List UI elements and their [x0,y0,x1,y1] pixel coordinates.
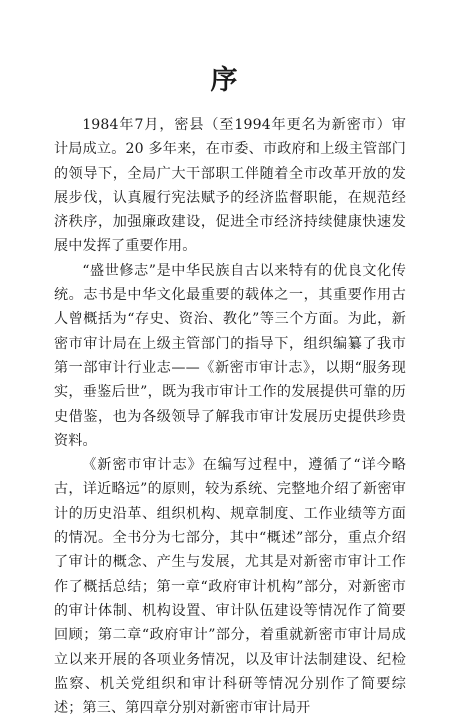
paragraph-3: 《新密市审计志》在编写过程中，遵循了“详今略古，详近略远”的原则，较为系统、完整地介绍了新密审计的历史沿革、组织机构、规章制度、工作业绩等方面的情况。全书分为七部分，其中“概述”部分，重点介绍了审计的概念、产生与发展，尤其是对新密市审计工作作了概括总结；第一章“政府审计机构”部分，对新密市的审计体制、机构设置、审计队伍建设等情况作了简要回顾；第二章“政府审计”部分，着重就新密市审计局成立以来开展的各项业务情况，以及审计法制建设、纪检监察、机关党组织和审计科研等情况分别作了简要综述；第三、第四章分别对新密市审计局开 [54,457,406,717]
document-body [54,113,406,720]
paragraph-2: “盛世修志”是中华民族自古以来特有的优良文化传统。志书是中华文化最重要的载体之一，其重要作用古人曾概括为“存史、资治、教化”等三个方面。为此，新密市审计局在上级主管部门的指导下，组织编纂了我市第一部审计行业志——《新密市审计志》，以期“服务现实，垂鉴后世”，既为我市审计工作的发展提供可靠的历史借鉴，也为各级领导了解我市审计发展历史提供珍贵资料。 [54,262,406,449]
page-title: 序 [210,65,240,96]
paragraph-1: 1984年7月，密县（至1994年更名为新密市）审计局成立。20 多年来，在市委、市政府和上级主管部门的领导下，全局广大干部职工伴随着全市改革开放的发展步伐，认真履行宪法赋予的经济监督职能，在规范经济秩序，加强廉政建设，促进全市经济持续健康快速发展中发挥了重要作用。 [54,117,406,255]
